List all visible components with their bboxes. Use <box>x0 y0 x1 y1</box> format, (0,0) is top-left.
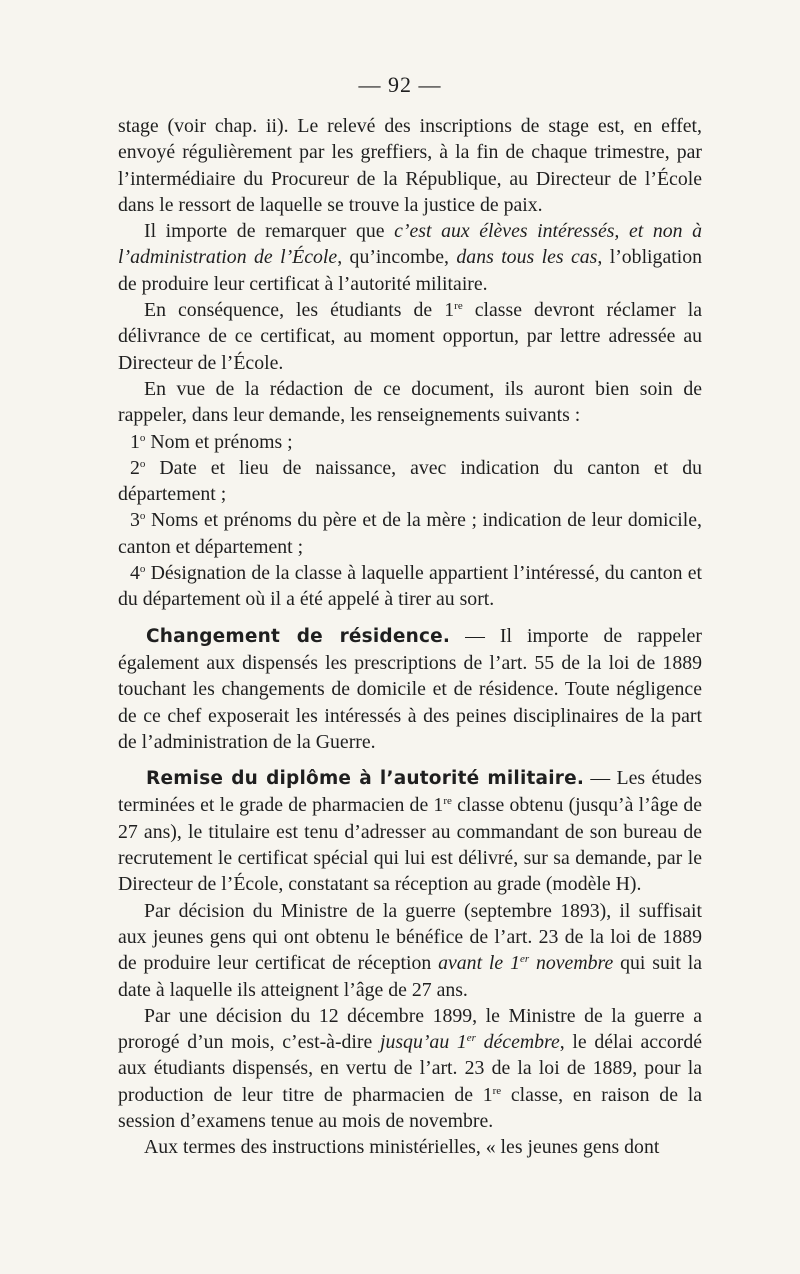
paragraph-instructions: Aux termes des instructions ministérielles, « les jeunes gens dont <box>144 1136 660 1159</box>
paragraph-consequence <box>118 297 702 376</box>
superscript: re <box>492 1084 502 1097</box>
italic-run <box>380 1031 560 1053</box>
item-number: 3 <box>130 509 140 532</box>
list-item <box>118 560 702 613</box>
paragraph-obligation <box>118 218 702 297</box>
item-number: 4 <box>130 562 140 585</box>
section-heading: Changement de résidence. <box>146 625 451 647</box>
text-run: , l’obligation de produire leur certificat à l’autorité militaire. <box>118 246 703 295</box>
text-run: qui suit la date à laquelle ils atteignent l’âge de 27 ans. <box>118 952 702 1001</box>
paragraph-redaction: En vue de la rédaction de ce document, ils auront bien soin de rappeler, dans leur demande, les renseignements suivants : <box>118 377 702 427</box>
page-number: — 92 — <box>358 72 442 97</box>
italic-run <box>438 952 613 974</box>
section-diploma <box>118 765 702 897</box>
item-text: Nom et prénoms ; <box>145 430 293 453</box>
list-item <box>118 455 702 508</box>
superscript: o <box>139 563 146 576</box>
italic-run: c’est aux élèves intéressés, et non à l’administration de l’École <box>118 220 703 269</box>
list-item <box>118 429 702 455</box>
superscript: o <box>139 510 146 523</box>
item-text: Désignation de la classe à laquelle appartient l’intéressé, du canton et du département où il a été appelé à tirer au sort. <box>118 562 702 611</box>
italic-text: avant le 1 <box>438 952 520 975</box>
list-item <box>118 507 702 560</box>
paragraph-stage: stage (voir chap. ii). Le relevé des inscriptions de stage est, en effet, envoyé régulièrement par les greffiers, à la fin de chaque trimestre, par l’intermédiaire du Procureur de la République, au Directeur de l’École dans le ressort de laquelle se trouve la justice de paix. <box>118 115 702 216</box>
text-run: Il importe de remarquer que <box>144 220 395 243</box>
superscript: o <box>139 431 146 444</box>
text-run: — Les études terminées et le grade de pharmacien de 1 <box>118 767 702 817</box>
text-run: classe, en raison de la session d’examens tenue au mois de novembre. <box>118 1083 702 1132</box>
item-number: 1 <box>130 430 140 453</box>
text-run: Par une décision du 12 décembre 1899, le Ministre de la guerre a prorogé d’un mois, c’est-à-dire <box>118 1004 702 1054</box>
section-heading: Remise du diplôme à l’autorité militaire. <box>146 768 585 790</box>
item-text: Noms et prénoms du père et de la mère ; indication de leur domicile, canton et département ; <box>118 509 702 558</box>
italic-run: dans tous les cas <box>456 246 598 269</box>
italic-text: décembre <box>475 1031 560 1054</box>
superscript: er <box>466 1032 476 1045</box>
text-run: — Il importe de rappeler également aux dispensés les prescriptions de l’art. 55 de la loi de 1889 touchant les changements de domicile et de résidence. Toute négligence de ce chef exposerait les intéressés à des peines disciplinaires de la part de l’administration de la Guerre. <box>118 624 702 753</box>
text-run: classe obtenu (jusqu’à l’âge de 27 ans), le titulaire est tenu d’adresser au commandant de son bureau de recrutement le certificat spécial qui lui est délivré, sur sa demande, par le Directeur de l’École, constatant sa réception au grade (modèle H). <box>118 794 703 896</box>
italic-text: jusqu’au 1 <box>379 1031 467 1054</box>
superscript: er <box>519 953 530 966</box>
superscript: re <box>443 795 452 808</box>
superscript: re <box>454 300 463 313</box>
page-body <box>118 113 702 1161</box>
italic-text: novembre <box>529 952 614 975</box>
text-run: classe devront réclamer la délivrance de ce certificat, au moment opportun, par lettre adressée au Directeur de l’École. <box>118 299 702 374</box>
text-run: , qu’incombe, <box>337 246 457 269</box>
text-run: Par décision du Ministre de la guerre (septembre 1893), il suffisait aux jeunes gens qui ont obtenu le bénéfice de l’art. 23 de la loi de 1889 de produire leur certificat de réception <box>118 899 702 975</box>
section-residence <box>118 623 702 755</box>
text-run: , le délai accordé aux étudiants dispensés, en vertu de l’art. 23 de la loi de 1889, pour la production de leur titre de pharmacien de 1 <box>118 1031 702 1106</box>
paragraph-decision-1899 <box>118 1003 702 1134</box>
item-text: Date et lieu de naissance, avec indication du canton et du département ; <box>118 456 702 506</box>
superscript: o <box>139 457 146 470</box>
text-run: En conséquence, les étudiants de 1 <box>144 299 455 322</box>
paragraph-decision-1893 <box>118 898 702 1003</box>
item-number: 2 <box>130 456 140 479</box>
